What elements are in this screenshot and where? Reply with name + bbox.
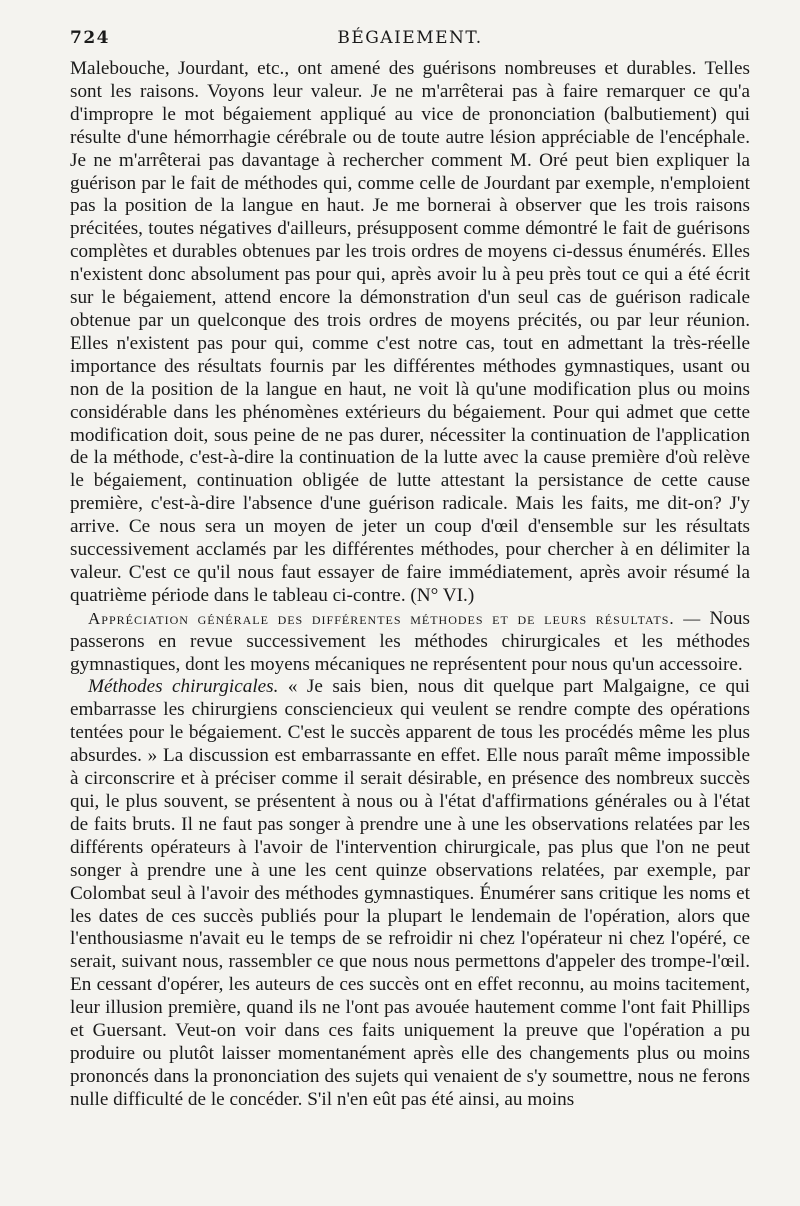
text-body: [70, 58, 750, 1112]
subsection-heading: Méthodes chirurgicales.: [88, 676, 279, 698]
section-paragraph: [70, 608, 750, 677]
running-head: [70, 28, 750, 58]
running-title: BÉGAIEMENT.: [337, 28, 483, 48]
page-number: 724: [70, 28, 110, 48]
subsection-paragraph: [70, 676, 750, 1111]
paragraph-continuation: Malebouche, Jourdant, etc., ont amené des guérisons nombreuses et durables. Telles sont les raisons. Voyons leur valeur. Je ne m'arrêterai pas à faire remarquer ce qu'a d'impropre le mot bégaiement appliqué au vice de prononciation (balbutiement) qui résulte d'une hémorrhagie cérébrale ou de toute autre lésion appréciable de l'encéphale. Je ne m'arrêterai pas davantage à rechercher comment M. Oré peut bien expliquer la guérison par le fait de méthodes qui, comme celle de Jourdant par exemple, n'emploient pas la position de la langue en haut. Je me bornerai à observer que les trois raisons précitées, toutes négatives d'ailleurs, présupposent comme démontré le fait de guérisons complètes et durables obtenues par les trois ordres de moyens ci-dessus énumérés. Elles n'existent donc absolument pas pour qui, après avoir lu à peu près tout ce qui a été écrit sur le bégaiement, attend encore la démonstration d'un seul cas de guérison radicale obtenue par un quelconque des trois ordres de moyens précités, ou par leur réunion. Elles n'existent pas pour qui, comme c'est notre cas, tout en admettant la très-réelle importance des résultats fournis par les différentes méthodes gymnastiques, usant ou non de la position de la langue en haut, ne voit là qu'une modification plus ou moins considérable dans les phénomènes extérieurs du bégaiement. Pour qui admet que cette modification doit, sous peine de ne pas durer, nécessiter la continuation de l'application de la méthode, c'est-à-dire la continuation de la lutte avec la cause première d'où relève le bégaiement, continuation obligée de lutte attestant la persistance de cette cause première, c'est-à-dire l'absence d'une guérison radicale. Mais les faits, me dit-on? J'y arrive. Ce nous sera un moyen de jeter un coup d'œil d'ensemble sur les résultats successivement acclamés par les différentes méthodes, pour chercher à en délimiter la valeur. C'est ce qu'il nous faut essayer de faire immédiatement, après avoir résumé la quatrième période dans le tableau ci-contre. (N° VI.): [70, 58, 750, 606]
subsection-text: « Je sais bien, nous dit quelque part Malgaigne, ce qui embarrasse les chirurgiens consciencieux qui veulent se rendre compte des opérations tentées pour le bégaiement. C'est le succès apparent de tous les procédés même les plus absurdes. » La discussion est embarrassante en effet. Elle nous paraît même impossible à circonscrire et à préciser comme il serait désirable, en présence des nombreux succès qui, le plus souvent, se présentent à nous ou à l'état d'affirmations générales ou à l'état de faits bruts. Il ne faut pas songer à prendre une à une les observations relatées par les différents opérateurs à l'avoir de l'intervention chirurgicale, pas plus que l'on ne peut songer à prendre une à une les cent quinze observations relatées, par exemple, par Colombat seul à l'avoir des méthodes gymnastiques. Énumérer sans critique les noms et les dates de ces succès publiés pour la plupart le lendemain de l'opération, alors que l'enthousiasme n'avait eu le temps de se refroidir ni chez l'opérateur ni chez l'opéré, ce serait, suivant nous, rassembler ce que nous nous permettons d'appeler des trompe-l'œil. En cessant d'opérer, les auteurs de ces succès ont en effet reconnu, au moins tacitement, leur illusion première, quand ils ne l'ont pas avouée hautement comme l'ont fait Phillips et Guersant. Veut-on voir dans ces faits uniquement la preuve que l'opération a pu produire ou plutôt laisser momentanément après elle des changements plus ou moins prononcés dans la prononciation des sujets qui venaient de s'y soumettre, nous ne ferons nulle difficulté de le concéder. S'il n'en eût pas été ainsi, au moins: [70, 676, 751, 1110]
section-text: Nous passerons en revue successivement les méthodes chirurgicales et les méthodes gymnastiques, dont les moyens mécaniques ne représentent pour nous qu'un accessoire.: [70, 607, 750, 675]
section-heading: Appréciation générale des différentes méthodes et de leurs résultats. —: [88, 608, 702, 628]
